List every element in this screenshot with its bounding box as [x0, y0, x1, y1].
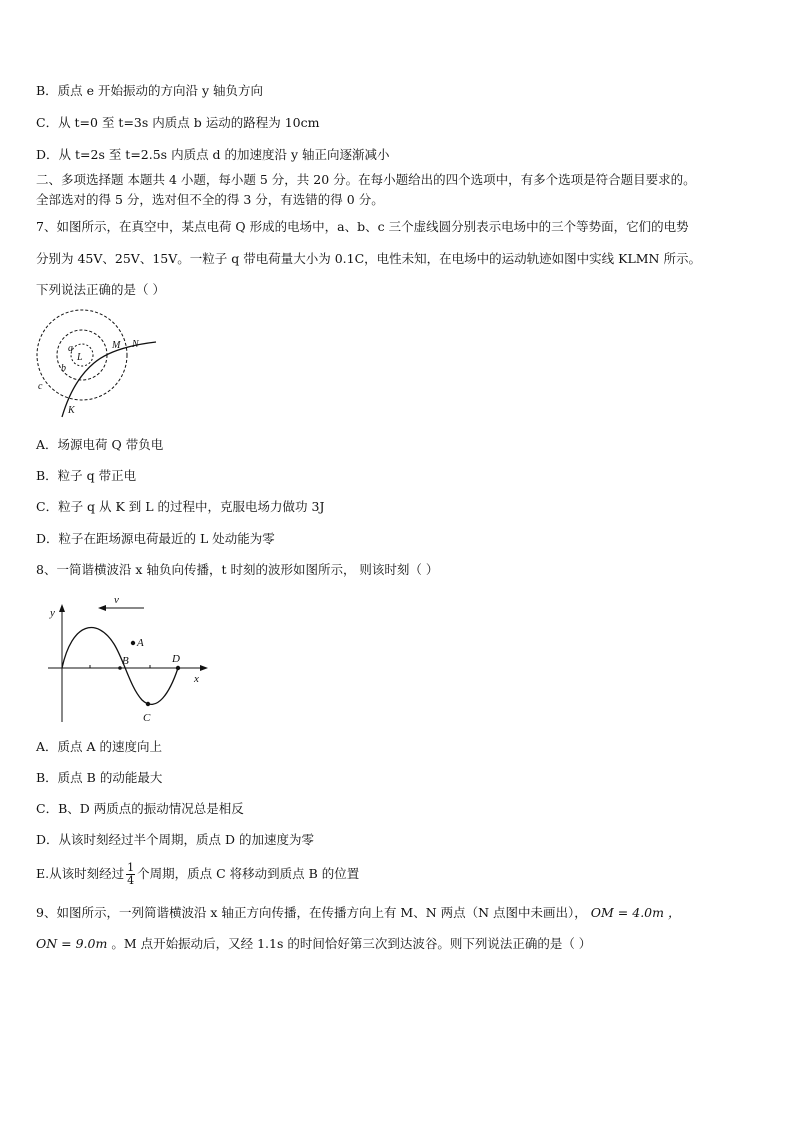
q7-equipotential-figure: [30, 305, 170, 425]
q8-option-a: A．质点 A 的速度向上: [36, 739, 163, 754]
q8-stem: 8、一简谐横波沿 x 轴负向传播，t 时刻的波形如图所示， 则该时刻（ ）: [36, 562, 439, 577]
fraction-denominator: 4: [127, 874, 135, 887]
q8-option-e-prefix: E.从该时刻经过: [36, 866, 125, 881]
q8-option-e: [36, 862, 359, 887]
q8-option-d: D．从该时刻经过半个周期，质点 D 的加速度为零: [36, 832, 314, 847]
quarter-fraction: [126, 862, 135, 887]
label-c-point: C: [143, 712, 151, 724]
q7-stem-line2: 分别为 45V、25V、15V。一粒子 q 带电荷量大小为 0.1C，电性未知，在电场中的运动轨迹如图中实线 KLMN 所示。: [36, 251, 701, 266]
q7-stem-line3: 下列说法正确的是（ ）: [36, 282, 165, 297]
q9-stem-line1: [36, 905, 680, 921]
q6-option-c: C．从 t=0 至 t=3s 内质点 b 运动的路程为 10cm: [36, 115, 320, 130]
q8-option-c: C．B、D 两质点的振动情况总是相反: [36, 801, 244, 816]
point-a: [131, 641, 135, 645]
fraction-numerator: 1: [127, 861, 135, 874]
label-l: L: [77, 352, 83, 363]
q6-option-b: B．质点 e 开始振动的方向沿 y 轴负方向: [36, 83, 264, 98]
label-y: y: [50, 607, 55, 619]
q7-option-a: A．场源电荷 Q 带负电: [36, 437, 164, 452]
q7-option-d: D．粒子在距场源电荷最近的 L 处动能为零: [36, 531, 275, 546]
q8-option-e-suffix: 个周期，质点 C 将移动到质点 B 的位置: [137, 866, 360, 881]
q6-option-d: D．从 t=2s 至 t=2.5s 内质点 d 的加速度沿 y 轴正向逐渐减小: [36, 147, 390, 162]
label-m: M: [112, 340, 121, 351]
velocity-arrow-head: [98, 605, 106, 611]
point-c: [146, 702, 150, 706]
q9-stem-line1-text: 9、如图所示，一列简谐横波沿 x 轴正方向传播，在传播方向上有 M、N 两点（N 点图中未画出），: [36, 905, 587, 920]
point-d: [176, 666, 180, 670]
label-v: v: [114, 594, 119, 606]
q9-stem-line2: [36, 936, 591, 952]
label-n: N: [132, 339, 139, 350]
label-c: c: [38, 381, 43, 392]
q8-wave-figure: [42, 592, 222, 732]
section2-instructions-line2: 全部选对的得 5 分，选对但不全的得 3 分，有选错的得 0 分。: [36, 192, 384, 207]
q7-option-c: C．粒子 q 从 K 到 L 的过程中，克服电场力做功 3J: [36, 499, 325, 514]
x-axis-arrow: [200, 665, 208, 671]
label-d-point: D: [172, 653, 180, 665]
y-axis-arrow: [59, 604, 65, 612]
q8-option-b: B．质点 B 的动能最大: [36, 770, 163, 785]
label-k: K: [68, 405, 75, 416]
waveform: [62, 628, 178, 705]
label-a: a: [68, 343, 73, 354]
label-b-point: B: [122, 655, 129, 667]
q9-stem-line2-text: 。M 点开始振动后，又经 1.1s 的时间恰好第三次到达波谷。则下列说法正确的是（ ）: [107, 936, 592, 951]
q9-on-equation: ON = 9.0m: [36, 936, 108, 951]
label-x: x: [194, 673, 199, 685]
q9-om-equation: OM = 4.0m ，: [590, 905, 681, 920]
q7-option-b: B．粒子 q 带正电: [36, 468, 137, 483]
section2-instructions-line1: 二、多项选择题 本题共 4 小题，每小题 5 分，共 20 分。在每小题给出的四个选项中，有多个选项是符合题目要求的。: [36, 172, 696, 187]
label-a-point: A: [137, 637, 144, 649]
label-b: b: [61, 363, 66, 374]
q7-stem-line1: 7、如图所示，在真空中，某点电荷 Q 形成的电场中，a、b、c 三个虚线圆分别表示电场中的三个等势面，它们的电势: [36, 219, 689, 234]
